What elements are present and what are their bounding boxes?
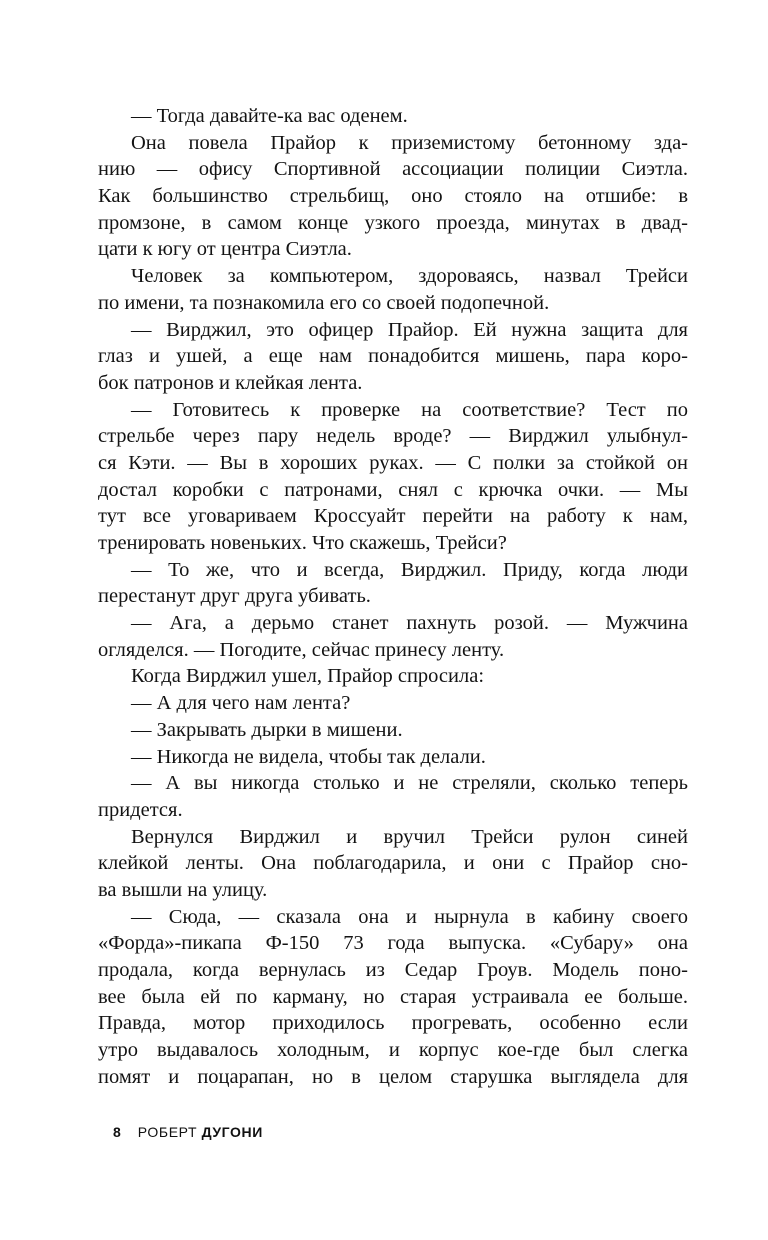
text-line: — Никогда не видела, чтобы так делали. — [131, 745, 486, 768]
text-line: по имени, та познакомила его со своей подопечной. — [98, 291, 550, 314]
running-footer — [113, 1124, 263, 1140]
author-last-name: ДУГОНИ — [201, 1124, 263, 1140]
text-line: «Форда»-пикапа Ф-150 73 года выпуска. «Субару» она — [98, 932, 688, 955]
running-title — [138, 1124, 263, 1140]
text-line: придется. — [98, 798, 183, 821]
text-line: ва вышли на улицу. — [98, 878, 268, 901]
text-line: — Сюда, — сказала она и нырнула в кабину своего — [131, 905, 688, 928]
text-line: продала, когда вернулась из Седар Гроув. Модель поно- — [98, 959, 688, 981]
text-line: — Закрывать дырки в мишени. — [131, 718, 403, 741]
text-line: Вернулся Вирджил и вручил Трейси рулон синей — [131, 825, 688, 848]
text-line: — Вирджил, это офицер Прайор. Ей нужна защита для — [131, 318, 688, 341]
text-line: цати к югу от центра Сиэтла. — [98, 238, 352, 261]
text-line: — Готовитесь к проверке на соответствие? Тест по — [131, 398, 688, 421]
text-line: Когда Вирджил ушел, Прайор спросила: — [131, 665, 485, 688]
text-line: перестанут друг друга убивать. — [98, 585, 371, 608]
text-line: утро выдавалось холодным, и корпус кое-где был слегка — [98, 1039, 688, 1062]
text-line: помят и поцарапан, но в целом старушка выглядела для — [98, 1065, 688, 1088]
text-line: Человек за компьютером, здороваясь, назвал Трейси — [131, 265, 688, 288]
text-line: клейкой ленты. Она поблагодарила, и они с Прайор сно- — [98, 852, 688, 875]
text-line: глаз и ушей, а еще нам понадобится мишень, пара коро- — [98, 345, 688, 368]
text-line: вее была ей по карману, но старая устраивала ее больше. — [98, 985, 688, 1008]
text-line: достал коробки с патронами, снял с крючка очки. — Мы — [98, 478, 688, 501]
text-line: Она повела Прайор к приземистому бетонному зда- — [131, 131, 688, 154]
text-line: — А вы никогда столько и не стреляли, сколько теперь — [131, 772, 688, 795]
author-first-name: РОБЕРТ — [137, 1124, 198, 1140]
text-line: Как большинство стрельбищ, оно стояло на отшибе: в — [98, 185, 688, 208]
text-line: стрельбе через пару недель вроде? — Вирджил улыбнул- — [98, 425, 688, 448]
text-line: огляделся. — Погодите, сейчас принесу ленту. — [98, 638, 505, 661]
text-line: тут все уговариваем Кроссуайт перейти на работу к нам, — [98, 505, 688, 528]
text-line: Правда, мотор приходилось прогревать, особенно если — [98, 1012, 688, 1035]
text-line: тренировать новеньких. Что скажешь, Трейси? — [98, 532, 507, 554]
text-line: промзоне, в самом конце узкого проезда, минутах в двад- — [98, 211, 688, 234]
text-line: — А для чего нам лента? — [131, 692, 351, 715]
text-line: бок патронов и клейкая лента. — [98, 371, 363, 394]
text-line: — Тогда давайте-ка вас оденем. — [131, 105, 408, 127]
text-line: нию — офису Спортивной ассоциации полиции Сиэтла. — [98, 158, 688, 181]
text-line: — Ага, а дерьмо станет пахнуть розой. — Мужчина — [131, 612, 688, 635]
body-text — [98, 103, 688, 1090]
text-line: — То же, что и всегда, Вирджил. Приду, когда люди — [131, 558, 688, 581]
text-line: ся Кэти. — Вы в хороших руках. — С полки за стойкой он — [98, 451, 688, 474]
page-number: 8 — [113, 1124, 121, 1140]
